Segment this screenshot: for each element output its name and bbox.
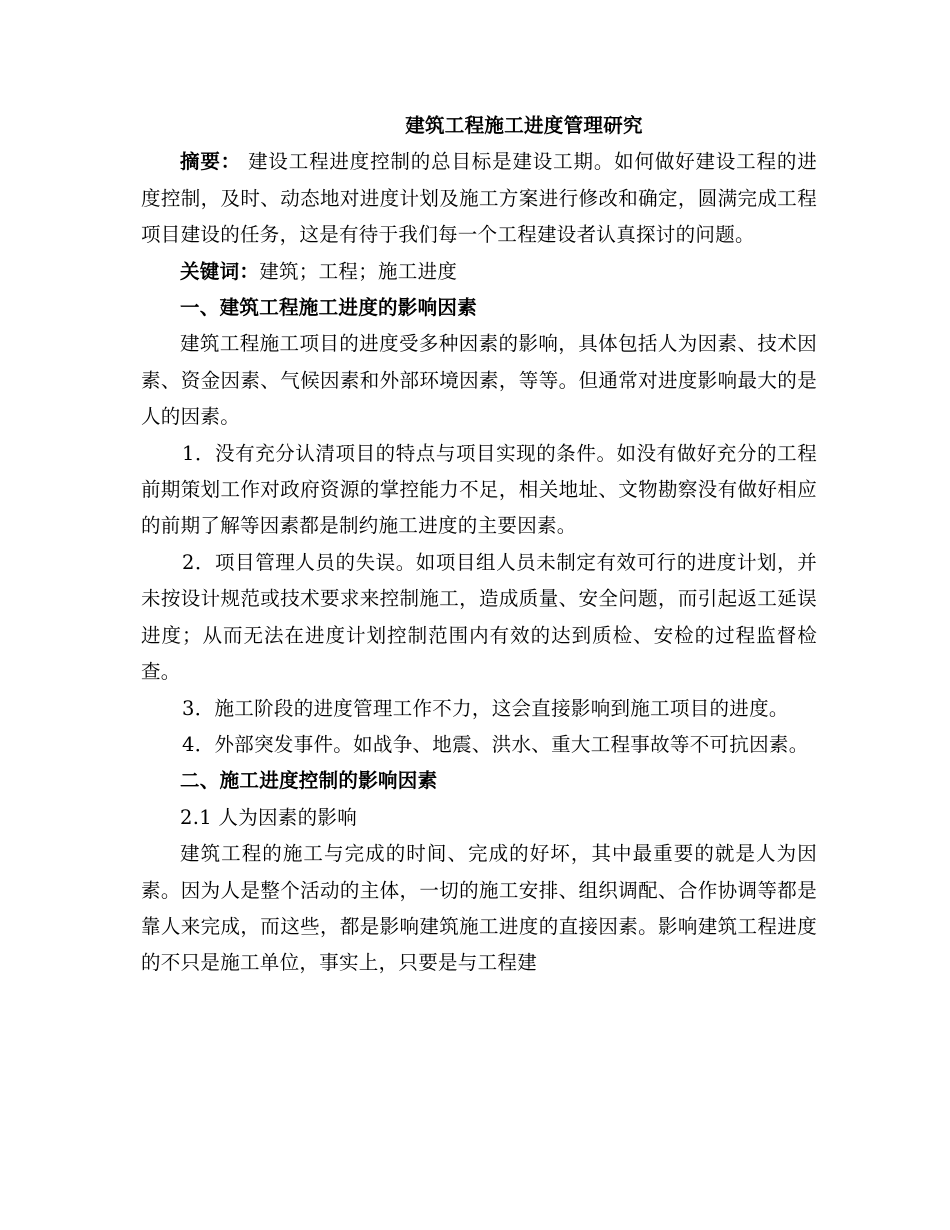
list-item-2: 2．项目管理人员的失误。如项目组人员未制定有效可行的进度计划，并未按设计规范或技术要求来控制施工，造成质量、安全问题，而引起返工延误进度；从而无法在进度计划控制范围内有效的达到质检、安检的过程监督检查。 xyxy=(141,550,817,684)
keywords-label: 关键词： xyxy=(180,259,260,283)
abstract-label: 摘要： xyxy=(180,150,242,174)
list-item-3: 3．施工阶段的进度管理工作不力，这会直接影响到施工项目的进度。 xyxy=(182,696,789,720)
list-item-1: 1．没有充分认清项目的特点与项目实现的条件。如没有做好充分的工程前期策划工作对政府资源的掌控能力不足，相关地址、文物勘察没有做好相应的前期了解等因素都是制约施工进度的主要因素。 xyxy=(141,441,817,538)
keywords-paragraph xyxy=(141,254,817,290)
section1-heading: 一、建筑工程施工进度的影响因素 xyxy=(180,296,478,320)
abstract-text: 建设工程进度控制的总目标是建设工期。如何做好建设工程的进度控制，及时、动态地对进度计划及施工方案进行修改和确定，圆满完成工程项目建设的任务，这是有待于我们每一个工程建设者认真探讨的问题。 xyxy=(141,150,817,247)
keywords-text: 建筑；工程；施工进度 xyxy=(259,259,458,283)
section1-intro: 建筑工程施工项目的进度受多种因素的影响，具体包括人为因素、技术因素、资金因素、气候因素和外部环境因素，等等。但通常对进度影响最大的是人的因素。 xyxy=(141,332,817,429)
document-title: 建筑工程施工进度管理研究 xyxy=(405,114,643,137)
subsection-2-1-heading: 2.1 人为因素的影响 xyxy=(180,805,358,829)
abstract-paragraph xyxy=(141,144,817,253)
list-item-4: 4．外部突发事件。如战争、地震、洪水、重大工程事故等不可抗因素。 xyxy=(182,732,809,756)
document-body xyxy=(141,108,817,982)
section2-heading: 二、施工进度控制的影响因素 xyxy=(180,769,438,793)
section2-paragraph: 建筑工程的施工与完成的时间、完成的好坏，其中最重要的就是人为因素。因为人是整个活动的主体，一切的施工安排、组织调配、合作协调等都是靠人来完成，而这些，都是影响建筑施工进度的直接因素。影响建筑工程进度的不只是施工单位，事实上，只要是与工程建 xyxy=(141,842,817,975)
